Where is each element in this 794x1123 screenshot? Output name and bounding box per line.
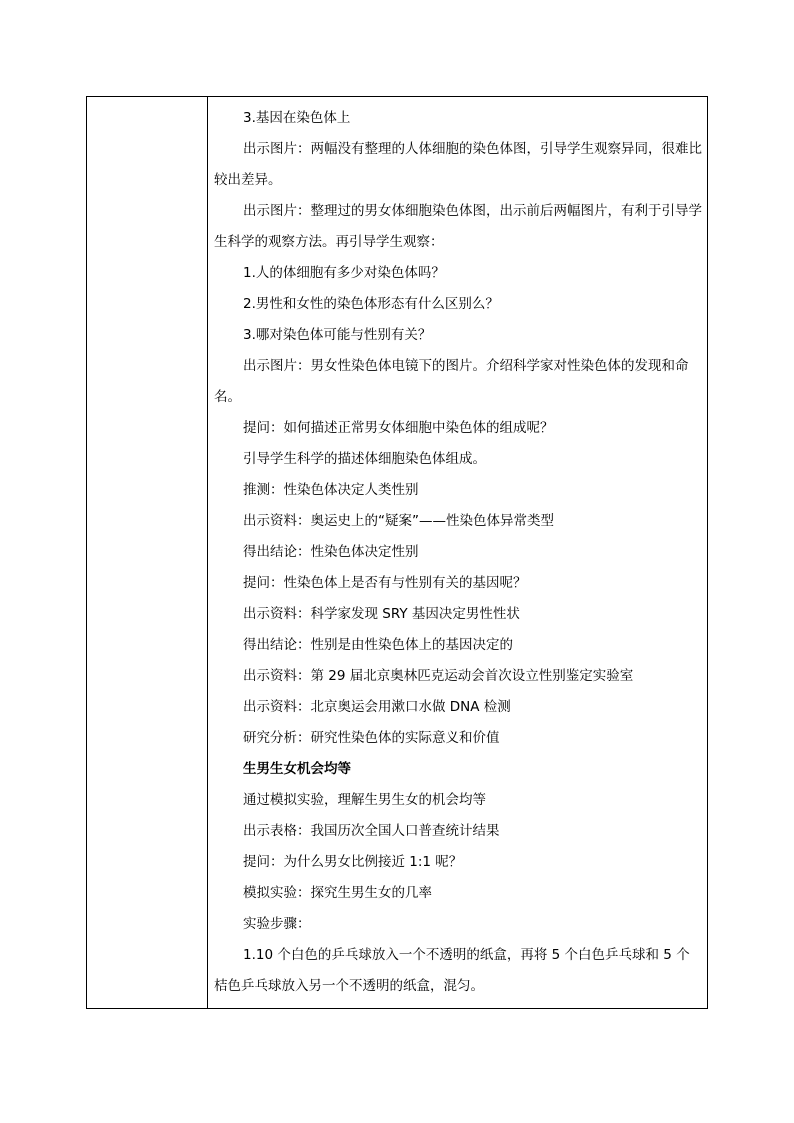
paragraph: 通过模拟实验，理解生男生女的机会均等 — [243, 792, 486, 808]
paragraph: 实验步骤： — [243, 916, 311, 932]
paragraph: 出示资料：奥运史上的“疑案”——性染色体异常类型 — [243, 513, 554, 529]
paragraph: 提问：为什么男女比例接近 1:1 呢？ — [243, 854, 463, 870]
paragraph: 得出结论：性染色体决定性别 — [243, 544, 419, 560]
paragraph: 出示图片：两幅没有整理的人体细胞的染色体图，引导学生观察异同，很难比较出差异。 — [214, 141, 702, 188]
lesson-table — [86, 96, 708, 1009]
question-item: 2.男性和女性的染色体形态有什么区别么？ — [243, 296, 499, 312]
paragraph: 1.10 个白色的乒乓球放入一个不透明的纸盒，再将 5 个白色乒乓球和 5 个桔色乒乓球放入另一个不透明的纸盒，混匀。 — [214, 947, 690, 994]
paragraph: 模拟实验：探究生男生女的几率 — [243, 885, 432, 901]
paragraph: 出示图片：男女性染色体电镜下的图片。介绍科学家对性染色体的发现和命名。 — [214, 358, 689, 405]
content-cell — [208, 97, 707, 1008]
question-item: 1.人的体细胞有多少对染色体吗？ — [243, 265, 445, 281]
paragraph: 提问：如何描述正常男女体细胞中染色体的组成呢？ — [243, 420, 554, 436]
paragraph: 出示表格：我国历次全国人口普查统计结果 — [243, 823, 500, 839]
paragraph: 提问：性染色体上是否有与性别有关的基因呢？ — [243, 575, 527, 591]
section-heading: 生男生女机会均等 — [243, 761, 351, 777]
paragraph: 出示图片：整理过的男女体细胞染色体图，出示前后两幅图片，有利于引导学生科学的观察方法。再引导学生观察： — [214, 203, 702, 250]
paragraph: 出示资料：北京奥运会用漱口水做 DNA 检测 — [243, 699, 511, 715]
left-column-cell — [87, 97, 208, 1008]
paragraph: 出示资料：第 29 届北京奥林匹克运动会首次设立性别鉴定实验室 — [243, 668, 634, 684]
paragraph: 推测：性染色体决定人类性别 — [243, 482, 419, 498]
question-item: 3.哪对染色体可能与性别有关？ — [243, 327, 432, 343]
paragraph: 出示资料：科学家发现 SRY 基因决定男性性状 — [243, 606, 520, 622]
paragraph: 得出结论：性别是由性染色体上的基因决定的 — [243, 637, 513, 653]
paragraph: 研究分析：研究性染色体的实际意义和价值 — [243, 730, 500, 746]
paragraph-heading: 3.基因在染色体上 — [243, 110, 351, 126]
paragraph: 引导学生科学的描述体细胞染色体组成。 — [243, 451, 486, 467]
